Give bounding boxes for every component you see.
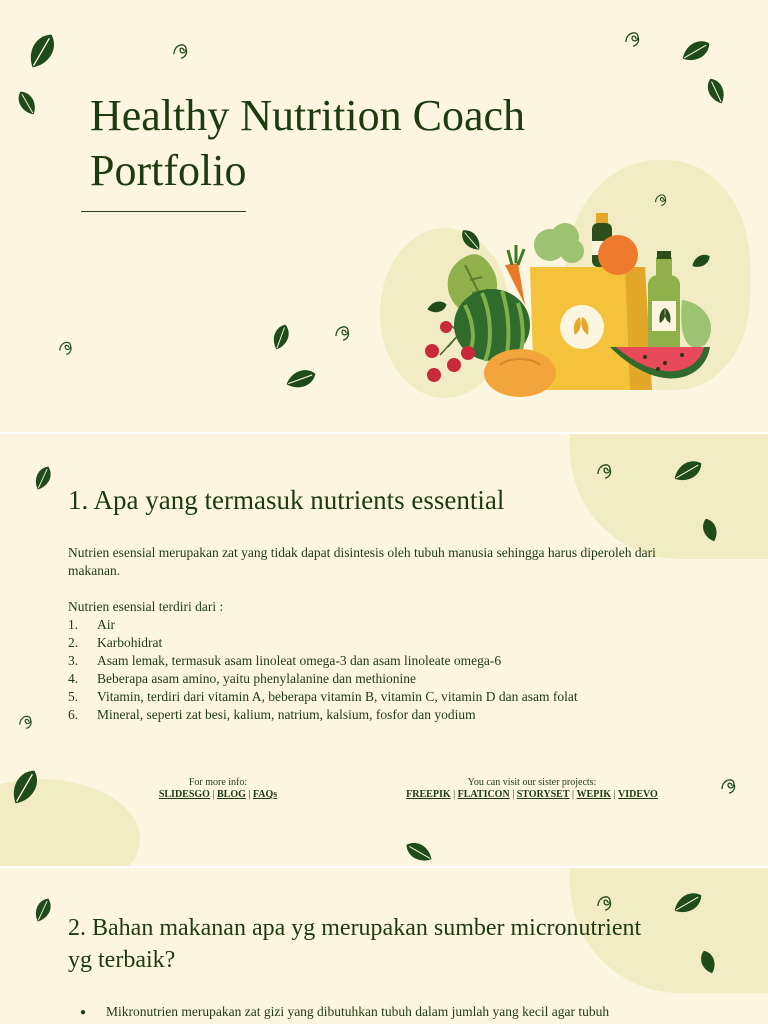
title-line-2: Portfolio xyxy=(90,146,247,195)
spacer xyxy=(68,580,708,598)
leaf-icon xyxy=(668,454,708,488)
section-heading: 2. Bahan makanan apa yg merupakan sumber micronutrient yg terbaik? xyxy=(68,915,642,973)
curl-icon xyxy=(596,892,616,912)
curl-icon xyxy=(596,460,616,480)
footer-links: FREEPIK | FLATICON | STORYSET | WEPIK | VIDEVO xyxy=(406,789,658,800)
leaf-icon xyxy=(700,516,720,544)
title-divider xyxy=(81,211,246,212)
footer-label: For more info: xyxy=(188,777,248,788)
curl-icon xyxy=(172,40,192,60)
leaf-icon xyxy=(704,76,728,106)
leaf-icon xyxy=(8,766,42,808)
section-body xyxy=(68,544,708,724)
slide-micronutrients xyxy=(0,868,768,1024)
list-intro: Nutrien esensial terdiri dari : xyxy=(68,599,224,614)
link-blog[interactable]: BLOG xyxy=(216,789,246,800)
list-item: 1. Air xyxy=(68,617,115,632)
list-item: 2. Karbohidrat xyxy=(68,635,163,650)
link-flaticon[interactable]: FLATICON xyxy=(457,789,510,800)
footer-more-info xyxy=(148,777,288,801)
link-wepik[interactable]: WEPIK xyxy=(576,789,611,800)
section-heading: 1. Apa yang termasuk nutrients essential xyxy=(68,485,505,515)
page-title xyxy=(90,88,525,198)
leaf-icon xyxy=(32,896,54,924)
link-videvo[interactable]: VIDEVO xyxy=(618,789,658,800)
link-faqs[interactable]: FAQs xyxy=(252,789,278,800)
bullet-icon: ● xyxy=(80,1007,87,1018)
link-storyset[interactable]: STORYSET xyxy=(516,789,570,800)
footer-label: You can visit our sister projects: xyxy=(467,777,597,788)
grocery-bag-illustration xyxy=(420,205,730,405)
curl-icon xyxy=(624,28,644,48)
leaf-icon xyxy=(16,88,38,118)
nutrient-list xyxy=(68,616,708,724)
link-freepik[interactable]: FREEPIK xyxy=(406,789,451,800)
list-item: 4. Beberapa asam amino, yaitu phenylalanine dan methionine xyxy=(68,671,417,686)
leaf-icon xyxy=(280,362,322,396)
slide-nutrients xyxy=(0,434,768,866)
curl-icon xyxy=(56,338,78,356)
list-item: 3. Asam lemak, termasuk asam linoleat omega-3 dan asam linoleate omega-6 xyxy=(68,653,502,668)
intro-paragraph: Nutrien esensial merupakan zat yang tidak dapat disintesis oleh tubuh manusia sehingga harus diperoleh dari makanan. xyxy=(68,545,656,578)
leaf-icon xyxy=(270,322,292,352)
background-blob xyxy=(570,434,768,559)
leaf-icon xyxy=(32,464,54,492)
leaf-icon xyxy=(676,34,716,68)
slide-title xyxy=(0,0,768,432)
footer-sister-projects xyxy=(382,777,682,801)
curl-icon xyxy=(720,774,740,796)
bullet-item xyxy=(80,1004,609,1022)
bullet-text: Mikronutrien merupakan zat gizi yang dibutuhkan tubuh dalam jumlah yang kecil agar tubuh xyxy=(106,1004,610,1019)
list-item: 5. Vitamin, terdiri dari vitamin A, beberapa vitamin B, vitamin C, vitamin D dan asam folat xyxy=(68,689,578,704)
leaf-icon xyxy=(26,30,58,72)
title-line-1: Healthy Nutrition Coach xyxy=(90,91,526,140)
leaf-icon xyxy=(400,836,438,866)
curl-icon xyxy=(16,712,38,730)
link-slidesgo[interactable]: SLIDESGO xyxy=(158,789,210,800)
footer-links: SLIDESGO | BLOG | FAQs xyxy=(158,789,278,800)
list-item: 6. Mineral, seperti zat besi, kalium, natrium, kalsium, fosfor dan yodium xyxy=(68,707,476,722)
curl-icon xyxy=(334,322,354,342)
